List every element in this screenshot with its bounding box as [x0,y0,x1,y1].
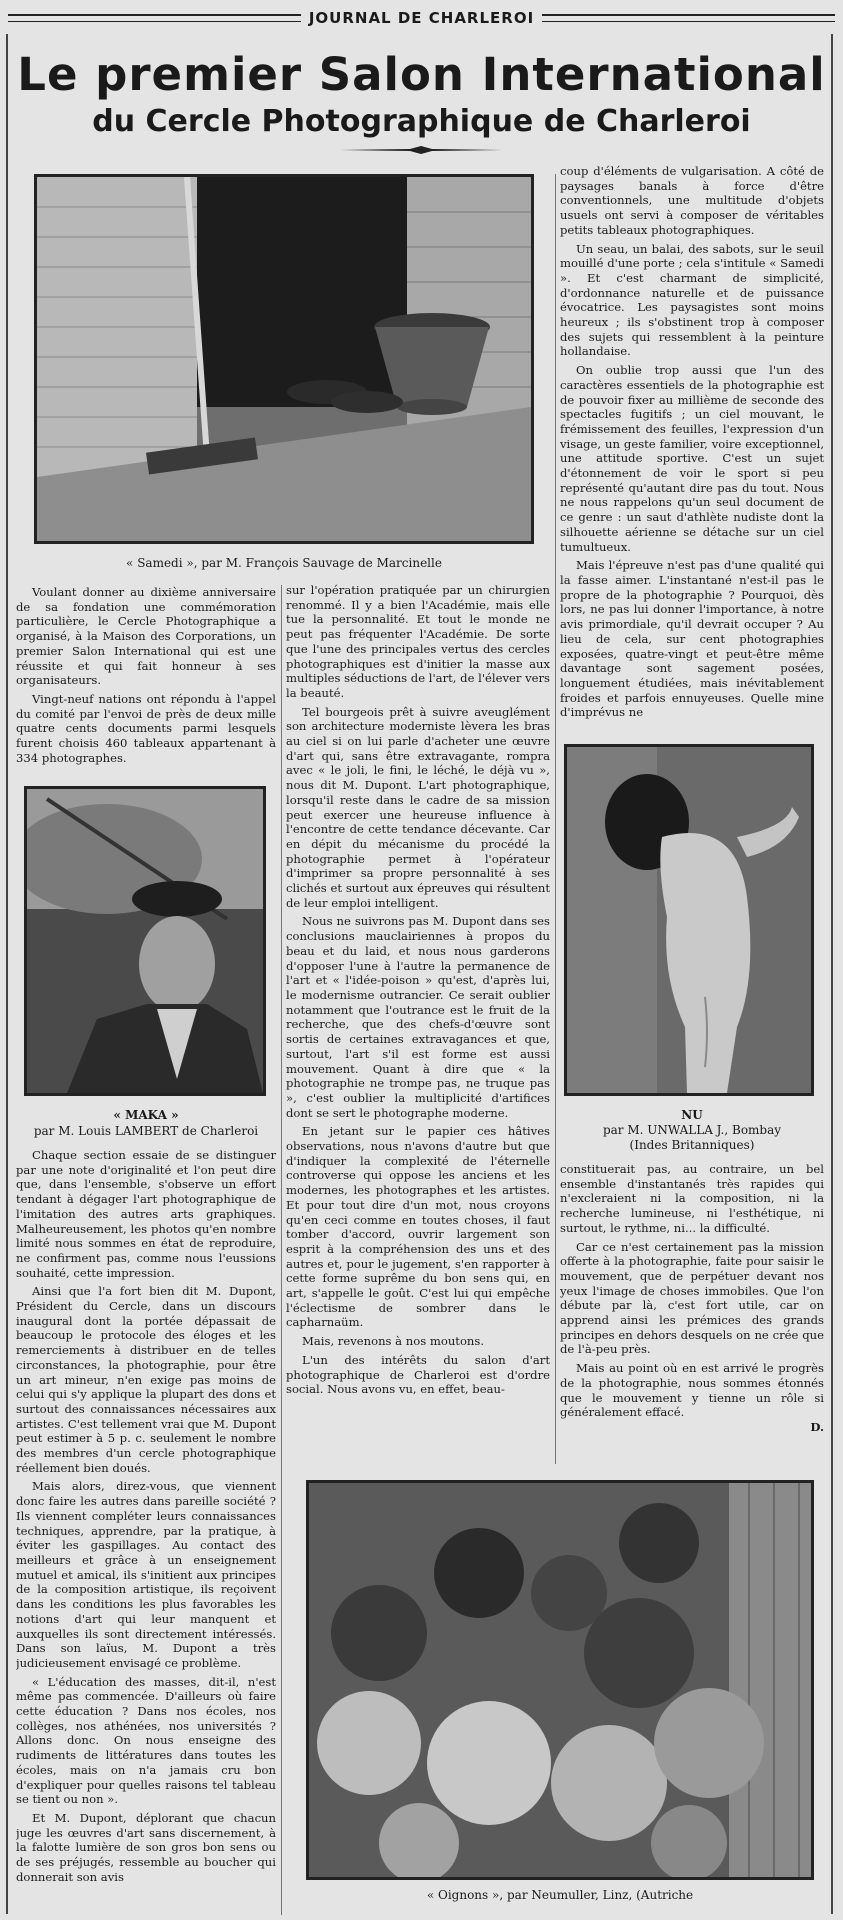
article-signature: D. [810,1419,824,1434]
paragraph: Vingt-neuf nations ont répondu à l'appel du comité par l'envoi de près de deux mille quatre cents documents parmi lesquels furent choisis 460 tableaux appartenant à 334 photographes. [16,691,276,765]
caption-maka-title: « MAKA » [113,1108,179,1122]
paragraph: Voulant donner au dixième anniversaire de sa fondation une commémoration particulière, le Cercle Photographique a organisé, à la Maison des Corporations, un premier Salon International qui est une réussite et qui fait honneur à ses organisateurs. [16,585,276,688]
caption-samedi: « Samedi », par M. François Sauvage de Marcinelle [126,556,442,570]
maka-image [27,789,263,1093]
article-column-2 [286,583,550,1463]
paragraph: coup d'éléments de vulgarisation. A côté de paysages banals à force d'être conventionnels, une multitude d'objets usuels ont servi à composer de véritables petits tableaux photographiques. [560,164,824,237]
header-rule-right [542,14,835,22]
photo-samedi [34,174,534,544]
photo-oignons [306,1480,814,1880]
paragraph: constituerait pas, au contraire, un bel ensemble d'instantanés très rapides qui n'excleraient ni la composition, ni la recherche lumineuse, ni l'esthétique, ni surtout, le rythme, ni... la difficulté. [560,1162,824,1235]
oignons-image [309,1483,811,1877]
paragraph: Nous ne suivrons pas M. Dupont dans ses conclusions mauclairiennes à propos du beau et du laid, et nous nous garderons d'opposer l'une à l'autre la permanence de l'art et « l'idée-poison » qu'est, d'après lui, le modernisme outrancier. Ce serait oublier notamment que l'outrance est le fruit de la recherche, que des chefs-d'œuvre sont sortis de certaines extravagances et que, surtout, l'art s'il est forme est aussi mouvement. Quant à dire que « la photographie ne trompe pas, ne truque pas », c'est oublier la multiplicité d'artifices dont se sert le photographe moderne. [286,914,550,1120]
paragraph: « L'éducation des masses, dit-il, n'est même pas commencée. D'ailleurs où faire cette éducation ? Dans nos écoles, nos collèges, nos athénées, nos universités ? Allons donc. On nous enseigne des rudiments de littératures dans toutes les écoles, mais on n'a jamais cru bon d'expliquer pour quelles raisons tel tableau se tient ou non ». [16,1674,276,1807]
headline-ornament [340,146,503,154]
column-rule [281,585,282,1915]
article-column-3a [560,164,824,734]
paragraph: Car ce n'est certainement pas la mission offerte à la photographie, faite pour saisir le mouvement, que de perpétuer devant nos yeux l'image de choses immobiles. Que l'on débute par là, c'est fort utile, car on apprend ainsi les prémices des grands principes en dehors desquels on ne crée que de l'à-peu près. [560,1239,824,1357]
caption-nu-place: (Indes Britanniques) [629,1138,755,1152]
nu-image [567,747,811,1093]
paragraph: Chaque section essaie de se distinguer par une note d'originalité et l'on peut dire que, dans l'ensemble, s'observe un effort tendant à dégager l'art photographique de l'imitation des autres arts graphiques. Malheureusement, les photos qu'en nombre limité nous sommes en état de reproduire, ne confirment pas, comme nous l'eussions souhaité, cette impression. [16,1148,276,1280]
paragraph: Un seau, un balai, des sabots, sur le seuil mouillé d'une porte ; cela s'intitule « Samedi ». Et c'est charmant de simplicité, d'ordonnance naturelle et de puissance évocatrice. Les paysagistes sont moins heureux ; ils s'obstinent trop à composer des sujets qui ressemblent à la peinture hollandaise. [560,241,824,359]
paragraph: Ainsi que l'a fort bien dit M. Dupont, Président du Cercle, dans un discours inaugural dont la portée dépassait de beaucoup le protocole des éloges et les remerciements à distribuer en de telles circonstances, la photographie, pour être un art mineur, n'en exige pas moins de celui qui s'y applique la plupart des dons et surtout des connaissances nécessaires aux artistes. C'est tellement vrai que M. Dupont peut estimer à 5 p. c. seulement le nombre des membres d'un cercle photographique réellement bien doués. [16,1284,276,1475]
caption-maka-author: par M. Louis LAMBERT de Charleroi [33,1124,259,1138]
paragraph: En jetant sur le papier ces hâtives observations, nous n'avons d'autre but que d'indiquer la complexité de l'éternelle controverse qui oppose les anciens et les modernes, les photographes et les artistes. Et pour tout dire d'un mot, nous croyons qu'en ceci comme en toutes choses, il faut tomber d'accord, ouvrir largement son esprit à la compréhension des uns et des autres et, pour le jugement, s'en rapporter à cette forme suprême du bon sens qui, en art, s'appelle le goût. C'est lui qui empêche l'éclectisme de sombrer dans le capharnaüm. [286,1124,550,1330]
photo-maka [24,786,266,1096]
column-rule [555,174,556,1464]
paragraph: Mais, revenons à nos moutons. [302,1334,485,1349]
article-column-1b [16,1148,276,1914]
newspaper-name: JOURNAL DE CHARLEROI [308,9,535,27]
samedi-image [37,177,531,541]
caption-nu-author: par M. UNWALLA J., Bombay [602,1123,782,1137]
paragraph: On oublie trop aussi que l'un des caractères essentiels de la photographie est de pouvoir fixer au millième de seconde des spectacles fugitifs ; un ciel mouvant, le frémissement des feuilles, l'expression d'un visage, un geste familier, voire exceptionnel, une attitude sportive. C'est un sujet d'étonnement de voir le sport si peu représenté qu'autant dire pas du tout. Nous ne nous rappelons qu'un seul document de ce genre : un saut d'athlète nudiste dont la silhouette aérienne se détache sur un ciel tumultueux. [560,363,824,554]
paragraph: Tel bourgeois prêt à suivre aveuglément son architecture moderniste lèvera les bras au ciel si on lui parle d'acheter une œuvre d'art qui, sans être extravagante, rompra avec « le joli, le fini, le léché, le déjà vu », nous dit M. Dupont. L'art photographique, lorsqu'il reste dans le cadre de sa mission peut exercer une heureuse influence à l'encontre de cette tendance décevante. Car en dépit du mécanisme du procédé la photographie permet à l'opérateur d'imprimer sa propre personnalité à ses clichés et surtout aux épreuves qui résultent de leur emploi intelligent. [286,704,550,910]
photo-nu [564,744,814,1096]
paragraph: sur l'opération pratiquée par un chirurgien renommé. Il y a bien l'Académie, mais elle tue la personnalité. Et tout le monde ne peut pas fréquenter l'Académie. De sorte que l'une des principales vertus des cercles photographiques est d'initier la masse aux multiples séductions de l'art, de l'élever vers la beauté. [286,583,550,700]
paragraph: Mais au point où en est arrivé le progrès de la photographie, nous sommes étonnés que le mouvement y tienne un rôle si généralement effacé. [560,1361,824,1420]
running-header [0,6,843,30]
caption-nu-title: NU [681,1108,703,1122]
paragraph: Mais l'épreuve n'est pas d'une qualité qui la fasse aimer. L'instantané n'est-il pas le propre de la photographie ? Pourquoi, dès lors, ne pas lui donner l'importance, à notre avis primordiale, qu'il devrait occuper ? Au lieu de cela, sur cent photographies exposées, quatre-vingt et peut-être même davantage sont sagement posées, longuement étudiées, mais inévitablement froides et parfois ennuyeuses. Quelle mine d'imprévus ne [560,558,824,720]
article-column-1a [16,585,276,775]
headline-main: Le premier Salon International [17,48,826,101]
headline-sub: du Cercle Photographique de Charleroi [92,104,751,139]
paragraph: Mais alors, direz-vous, que viennent donc faire les autres dans pareille société ? Ils viennent compléter leurs connaissances techniques, apprendre, par la pratique, à éviter les gaspillages. Au contact des meilleurs et grâce à un enseignement mutuel et amical, ils s'initient aux principes de la composition artistique, ils reçoivent dans les conditions les plus favorables les notions d'art qui leur manquent et auxquelles ils sont directement intéressés. Dans son laïus, M. Dupont a très judicieusement envisagé ce problème. [16,1479,276,1670]
paragraph: L'un des intérêts du salon d'art photographique de Charleroi est d'ordre social. Nous avons vu, en effet, beau- [286,1352,550,1397]
paragraph: Et M. Dupont, déplorant que chacun juge les œuvres d'art sans discernement, à la falotte lumière de son gros bon sens ou de ses préjugés, ressemble au boucher qui donnerait son avis [16,1810,276,1884]
header-rule-left [8,14,301,22]
article-column-3b [560,1162,824,1462]
caption-oignons: « Oignons », par Neumuller, Linz, (Autriche [426,1888,694,1902]
